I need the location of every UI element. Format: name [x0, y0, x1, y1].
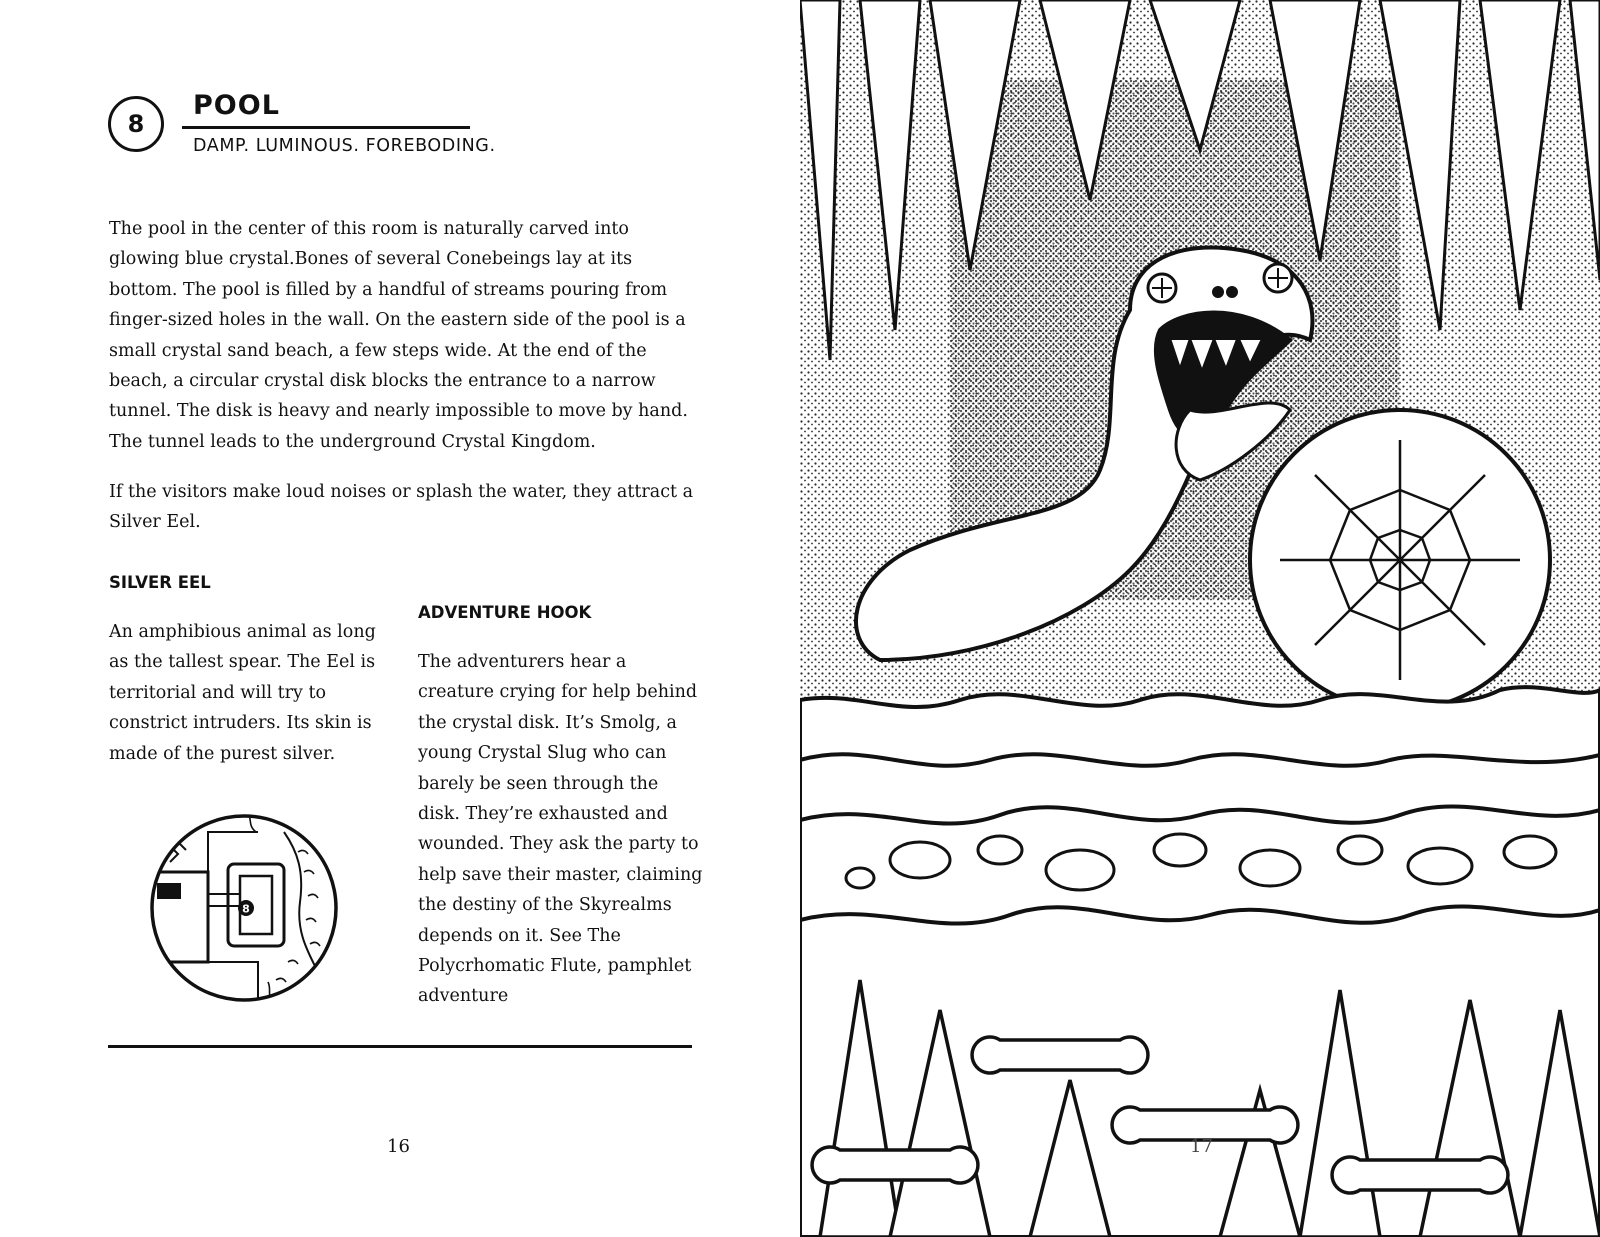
silver-eel-illustration	[800, 0, 1600, 1237]
room-number: 8	[127, 110, 145, 138]
crystal-disk	[1250, 410, 1550, 710]
room-mini-map	[148, 812, 340, 1004]
right-page	[800, 0, 1600, 1237]
room-encounter-trigger: If the visitors make loud noises or splash the water, they attract a Silver Eel.	[109, 482, 694, 533]
exits-divider	[108, 1045, 692, 1048]
map-room-marker-label: 8	[242, 902, 250, 916]
room-tagline: DAMP. LUMINOUS. FOREBODING.	[193, 136, 496, 156]
room-number-badge	[108, 96, 164, 152]
page-number-left: 16	[387, 1136, 410, 1157]
room-description: The pool in the center of this room is naturally carved into glowing blue crystal.Bones of several Conebeings lay at its bottom. The pool is filled by a handful of streams pouring from finger-sized holes in the wall. On the eastern side of the pool is a small crystal sand beach, a few steps wide. At the end of the beach, a circular crystal disk blocks the entrance to a narrow tunnel. The disk is heavy and nearly impossible to move by hand. The tunnel leads to the underground Crystal Kingdom.	[109, 219, 688, 452]
silver-eel-heading: SILVER EEL	[109, 573, 211, 592]
title-divider	[182, 126, 470, 129]
adventure-hook-text: The adventurers hear a creature crying for help behind the crystal disk. It’s Smolg, a young Crystal Slug who can barely be seen through the disk. They’re exhausted and wounded. They ask the party to help save their master, claiming the destiny of the Skyrealms depends on it. See The Polycrhomatic Flute, pamphlet adventure	[418, 652, 703, 1007]
page-number-right: 17	[1190, 1136, 1213, 1157]
silver-eel-description: An amphibious animal as long as the tallest spear. The Eel is territorial and will try to constrict intruders. Its skin is made of the purest silver.	[109, 622, 376, 764]
room-title: POOL	[193, 90, 280, 121]
adventure-hook-heading: ADVENTURE HOOK	[418, 603, 592, 622]
